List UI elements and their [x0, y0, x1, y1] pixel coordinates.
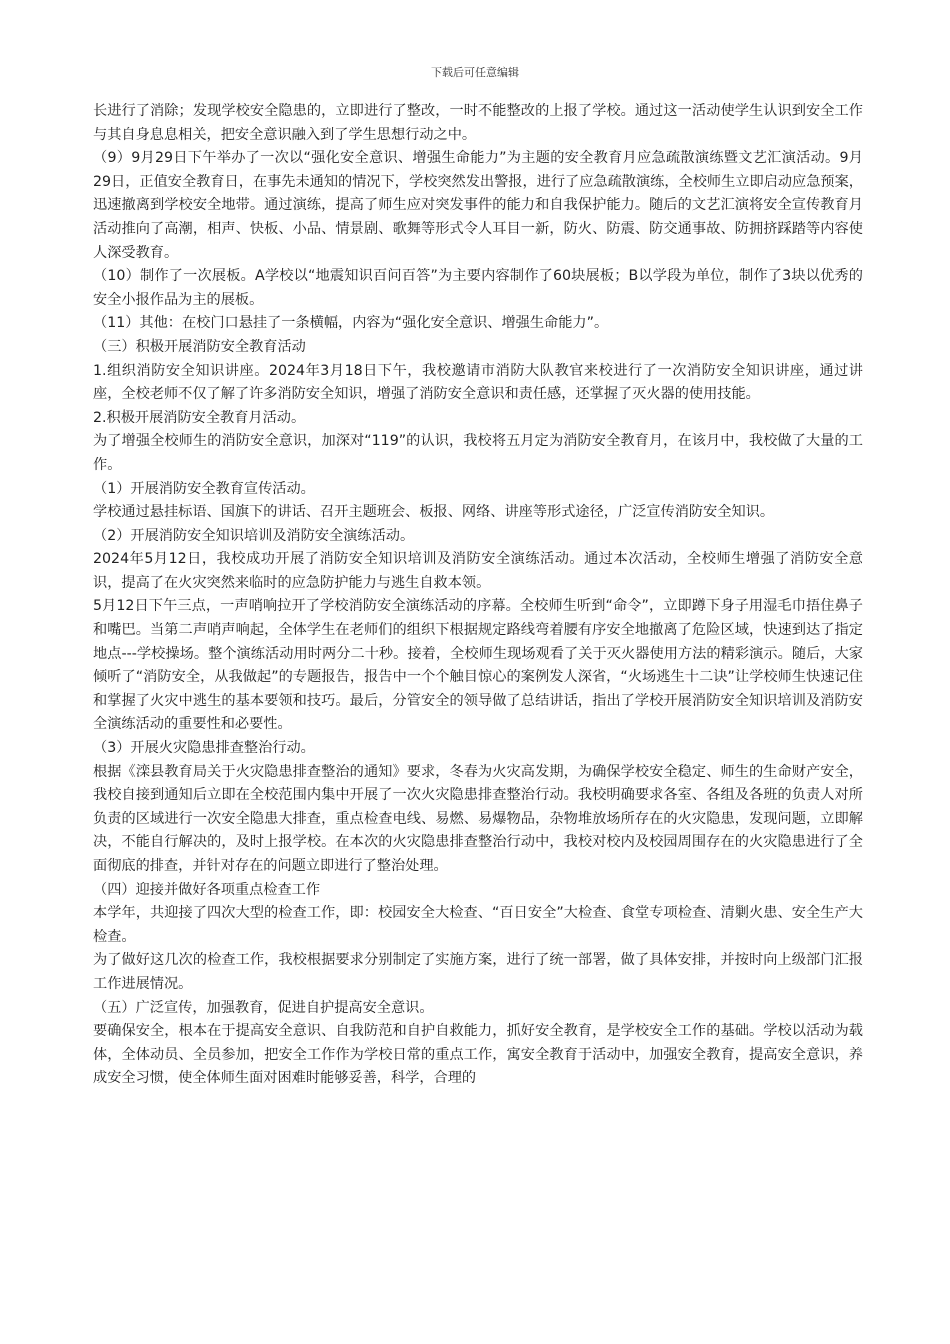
paragraph: （11）其他：在校门口悬挂了一条横幅，内容为“强化安全意识、增强生命能力”。	[93, 315, 609, 332]
paragraph: 为了增强全校师生的消防安全意识，加深对“119”的认识，我校将五月定为消防安全教育月，在该月中，我校做了大量的工作。	[93, 433, 863, 473]
paragraph: 2024年5月12日，我校成功开展了消防安全知识培训及消防安全演练活动。通过本次活动，全校师生增强了消防安全意识，提高了在火灾突然来临时的应急防护能力与逃生自救本领。	[93, 551, 863, 591]
subsection-heading: （2）开展消防安全知识培训及消防安全演练活动。	[93, 527, 415, 544]
paragraph: 本学年，共迎接了四次大型的检查工作，即：校园安全大检查、“百日安全”大检查、食堂专项检查、清剿火患、安全生产大检查。	[93, 905, 863, 945]
section-heading: （五）广泛宣传，加强教育，促进自护提高安全意识。	[93, 999, 434, 1016]
paragraph: （9）9月29日下午举办了一次以“强化安全意识、增强生命能力”为主题的安全教育月应急疏散演练暨文艺汇演活动。9月29日，正值安全教育日，在事先未通知的情况下，学校突然发出警报，进行了应急疏散演练，全校师生立即启动应急预案，迅速撤离到学校安全地带。通过演练，提高了师生应对突发事件的能力和自我保护能力。随后的文艺汇演将安全宣传教育月活动推向了高潮，相声、快板、小品、情景剧、歌舞等形式令人耳目一新，防火、防震、防交通事故、防拥挤踩踏等内容使人深受教育。	[93, 150, 863, 261]
paragraph: （10）制作了一次展板。A学校以“地震知识百问百答”为主要内容制作了60块展板；B以学段为单位，制作了3块以优秀的安全小报作品为主的展板。	[93, 268, 863, 308]
subsection-heading: （3）开展火灾隐患排查整治行动。	[93, 740, 315, 757]
paragraph: 1.组织消防安全知识讲座。2024年3月18日下午，我校邀请市消防大队教官来校进行了一次消防安全知识讲座，通过讲座，全校老师不仅了解了许多消防安全知识，增强了消防安全意识和责任感，还掌握了灭火器的使用技能。	[93, 362, 863, 403]
subsection-heading: （1）开展消防安全教育宣传活动。	[93, 480, 315, 497]
document-body	[93, 100, 863, 1091]
paragraph: 根据《滦县教育局关于火灾隐患排查整治的通知》要求，冬春为火灾高发期，为确保学校安全稳定、师生的生命财产安全，我校自接到通知后立即在全校范围内集中开展了一次火灾隐患排查整治行动。我校明确要求各室、各组及各班的负责人对所负责的区域进行一次安全隐患大排查，重点检查电线、易燃、易爆物品，杂物堆放场所存在的火灾隐患，发现问题，立即解决，不能自行解决的，及时上报学校。在本次的火灾隐患排查整治行动中，我校对校内及校园周围存在的火灾隐患进行了全面彻底的排查，并针对存在的问题立即进行了整治处理。	[93, 763, 863, 874]
paragraph: 2.积极开展消防安全教育月活动。	[93, 409, 306, 426]
paragraph: 为了做好这几次的检查工作，我校根据要求分别制定了实施方案，进行了统一部署，做了具体安排，并按时向上级部门汇报工作进展情况。	[93, 952, 863, 992]
section-heading: （三）积极开展消防安全教育活动	[93, 338, 306, 355]
paragraph: 学校通过悬挂标语、国旗下的讲话、召开主题班会、板报、网络、讲座等形式途径，广泛宣传消防安全知识。	[93, 504, 775, 521]
page-header: 下载后可任意编辑	[431, 66, 519, 79]
section-heading: （四）迎接并做好各项重点检查工作	[93, 881, 321, 898]
paragraph: 长进行了消除；发现学校安全隐患的，立即进行了整改，一时不能整改的上报了学校。通过这一活动使学生认识到安全工作与其自身息息相关，把安全意识融入到了学生思想行动之中。	[93, 103, 863, 143]
paragraph: 5月12日下午三点，一声哨响拉开了学校消防安全演练活动的序幕。全校师生听到“命令”，立即蹲下身子用湿毛巾捂住鼻子和嘴巴。当第二声哨声响起，全体学生在老师们的组织下根据规定路线弯着腰有序安全地撤离了危险区域，快速到达了指定地点---学校操场。整个演练活动用时两分二十秒。接着，全校师生现场观看了关于灭火器使用方法的精彩演示。随后，大家倾听了“消防安全，从我做起”的专题报告，报告中一个个触目惊心的案例发人深省，“火场逃生十二诀”让学校师生快速记住和掌握了火灾中逃生的基本要领和技巧。最后，分管安全的领导做了总结讲话，指出了学校开展消防安全知识培训及消防安全演练活动的重要性和必要性。	[93, 598, 863, 733]
paragraph: 要确保安全，根本在于提高安全意识、自我防范和自护自救能力，抓好安全教育，是学校安全工作的基础。学校以活动为载体，全体动员、全员参加，把安全工作作为学校日常的重点工作，寓安全教育于活动中，加强安全教育，提高安全意识，养成安全习惯，使全体师生面对困难时能够妥善，科学，合理的	[93, 1023, 863, 1087]
